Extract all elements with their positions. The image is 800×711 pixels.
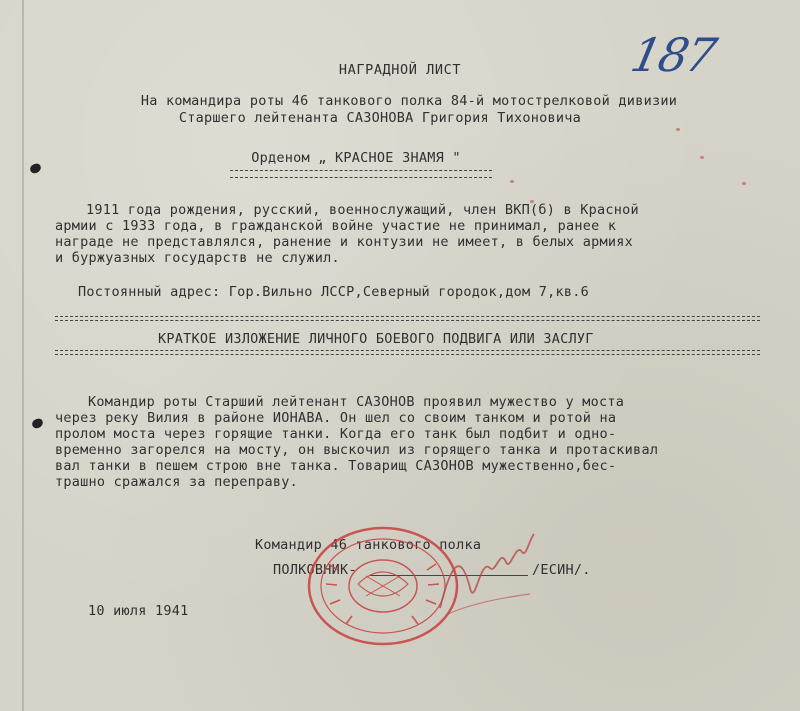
document-date: 10 июля 1941 — [88, 603, 189, 619]
signatory-name: /ЕСИН/. — [532, 562, 591, 578]
merit-line: трашно сражался за переправу. — [55, 474, 298, 490]
signatory-position: Командир 46 танкового полка — [255, 537, 482, 553]
nominee-line-2: Старшего лейтенанта САЗОНОВА Григория Тихоновича — [178, 110, 582, 126]
merit-line: Командир роты Старший лейтенант САЗОНОВ проявил мужество у моста — [88, 394, 625, 410]
section-heading: КРАТКОЕ ИЗЛОЖЕНИЕ ЛИЧНОГО БОЕВОГО ПОДВИГА ИЛИ ЗАСЛУГ — [158, 331, 594, 347]
bio-line: армии с 1933 года, в гражданской войне участие не принимал, ранее к — [55, 218, 617, 234]
order-underline — [230, 170, 492, 178]
punch-hole — [31, 417, 44, 429]
section-divider — [55, 350, 760, 355]
section-divider — [55, 316, 760, 321]
document-title: НАГРАДНОЙ ЛИСТ — [338, 62, 462, 78]
permanent-address: Постоянный адрес: Гор.Вильно ЛССР,Северный городок,дом 7,кв.6 — [78, 284, 590, 300]
award-order: Орденом „ КРАСНОЕ ЗНАМЯ " — [251, 150, 461, 166]
merit-line: вал танки в пешем строю вне танка. Товарищ САЗОНОВ мужественно,бес- — [55, 458, 617, 474]
bio-line: и буржуазных государств не служил. — [55, 250, 340, 266]
signatory-rank: ПОЛКОВНИК- — [273, 562, 357, 578]
merit-line: через реку Вилия в районе ИОНАВА. Он шел со своим танком и ротой на — [55, 410, 617, 426]
merit-line: пролом моста через горящие танки. Когда его танк был подбит и одно- — [55, 426, 617, 442]
handwritten-signature — [430, 528, 540, 628]
bio-line: 1911 года рождения, русский, военнослужащий, член ВКП(б) в Красной — [86, 202, 639, 218]
bio-line: награде не представлялся, ранение и контузии не имеет, в белых армиях — [55, 234, 634, 250]
handwritten-number: 187 — [626, 28, 720, 82]
nominee-line-1: На командира роты 46 танкового полка 84-й мотострелковой дивизии — [140, 93, 678, 109]
merit-line: временно загорелся на мосту, он выскочил из горящего танка и протаскивал — [55, 442, 659, 458]
